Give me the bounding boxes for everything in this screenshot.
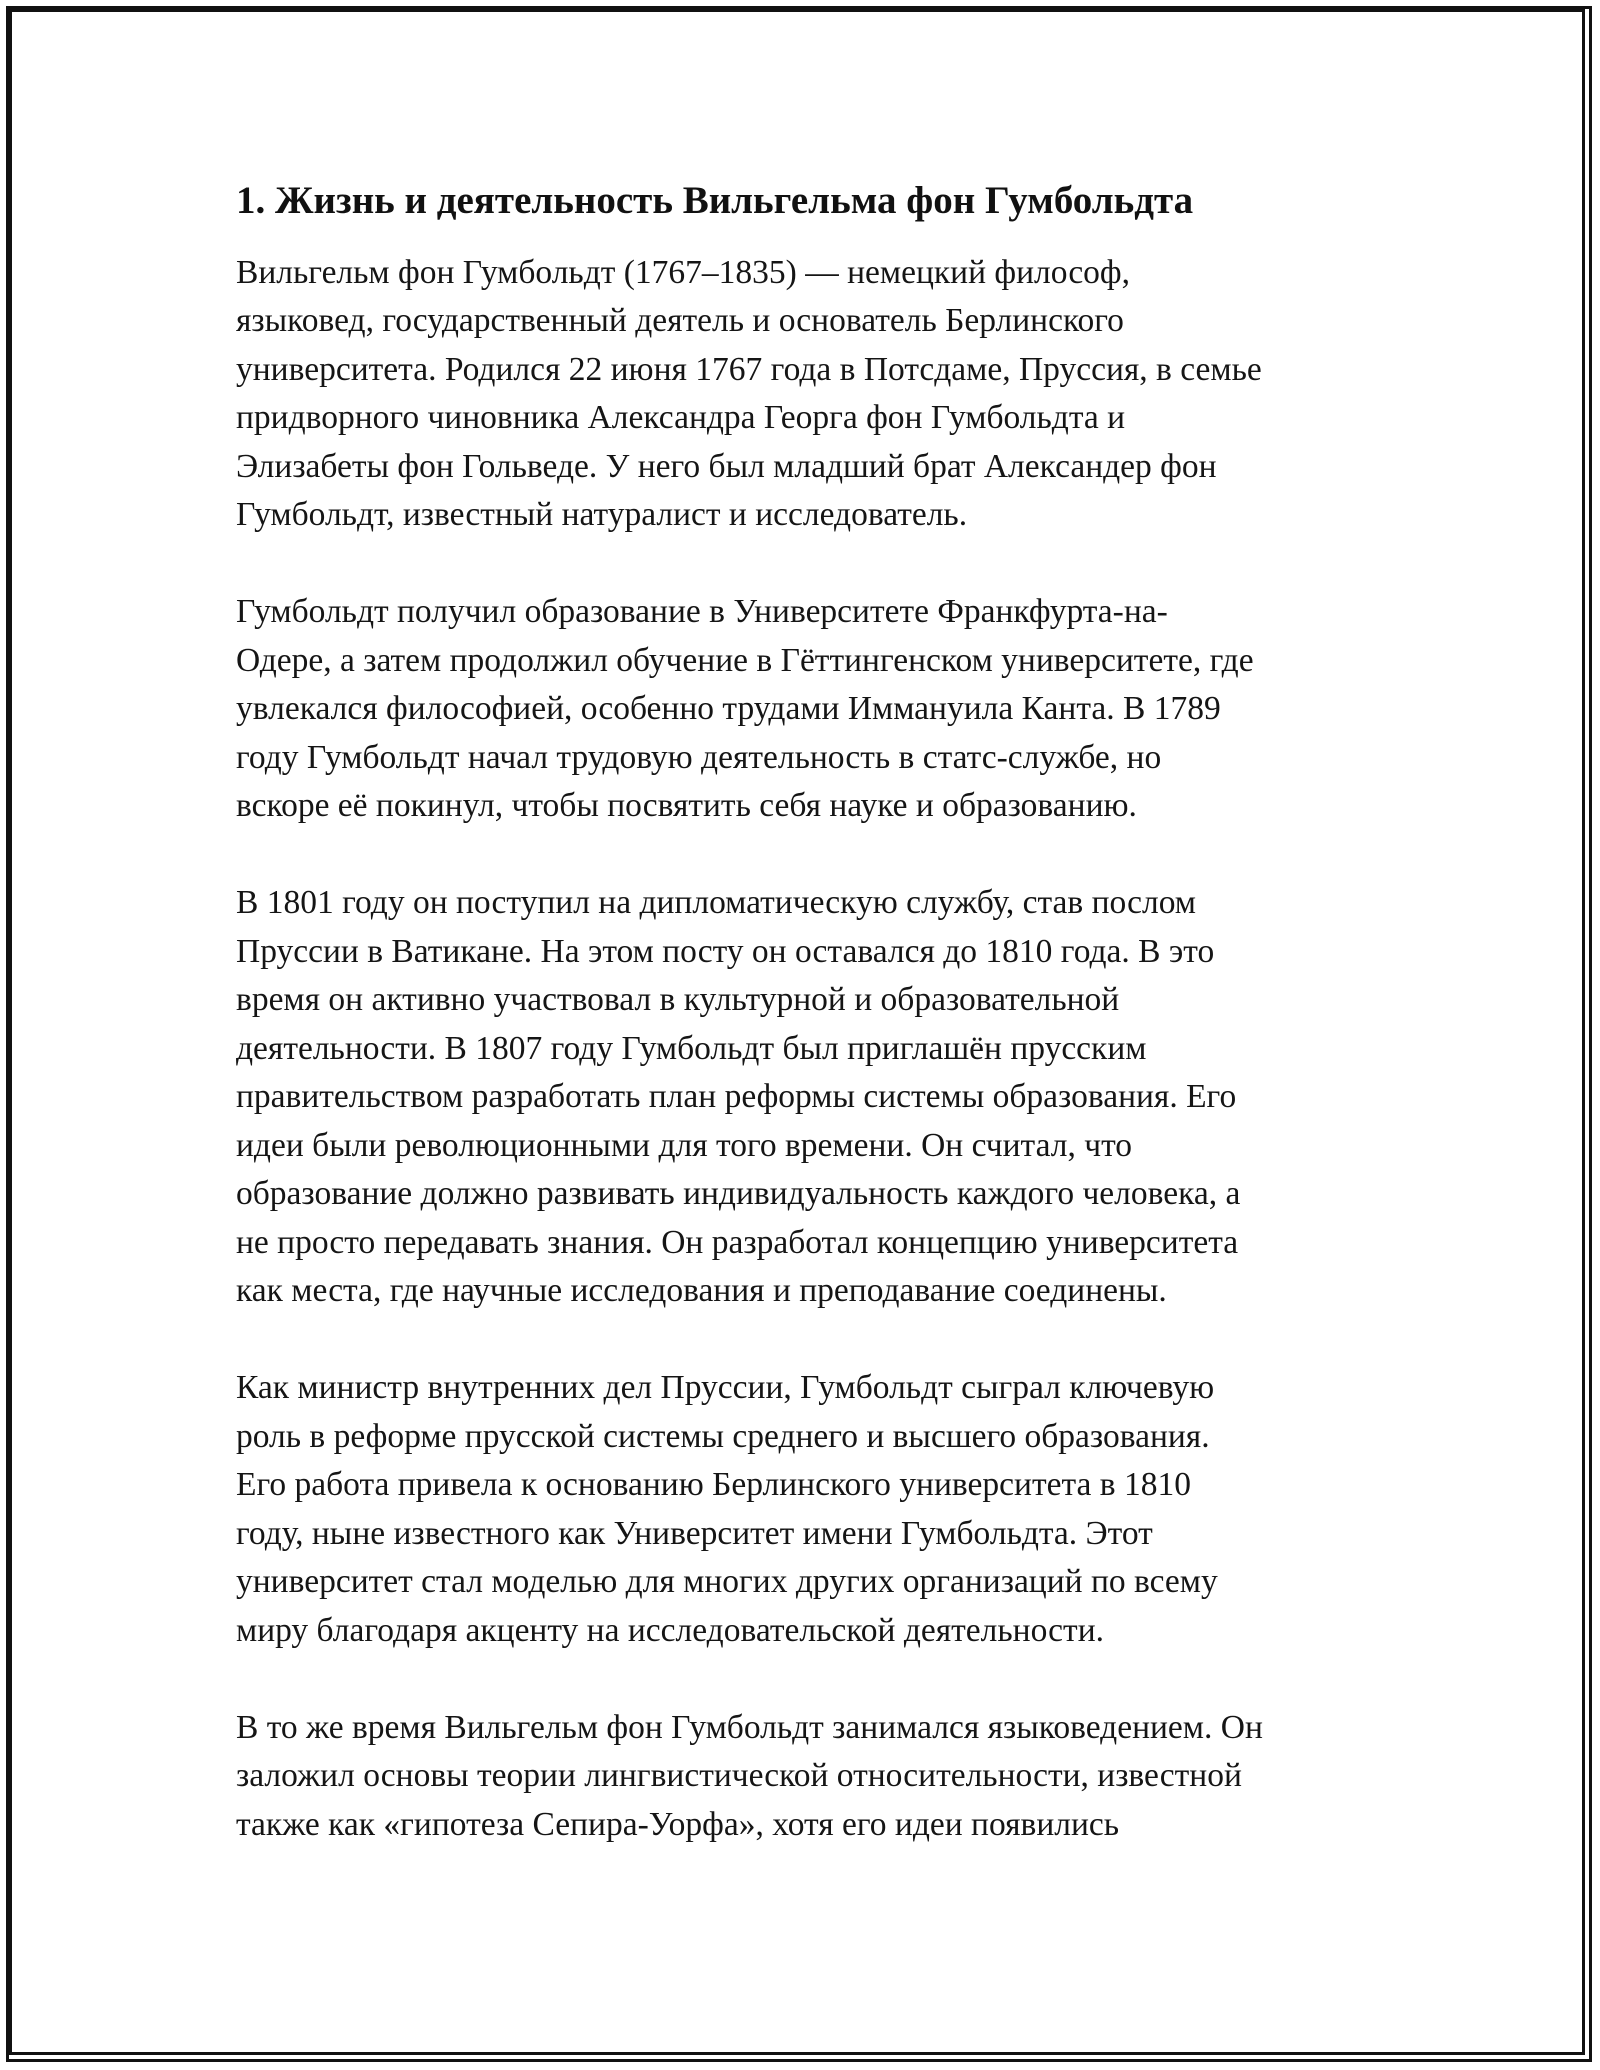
text-line: году Гумбольдт начал трудовую деятельность в статс-службе, но — [236, 738, 1162, 776]
text-line: не просто передавать знания. Он разработал концепцию университета — [236, 1223, 1239, 1261]
text-line: Пруссии в Ватикане. На этом посту он оставался до 1810 года. В это — [236, 932, 1215, 970]
text-line: языковед, государственный деятель и основатель Берлинского — [236, 302, 1124, 340]
text-line: Одере, а затем продолжил обучение в Гёттингенском университете, где — [236, 641, 1254, 679]
paragraph-diplomacy — [236, 879, 1386, 1316]
text-line: Вильгельм фон Гумбольдт (1767–1835) — немецкий философ, — [236, 253, 1131, 291]
text-line: роль в реформе прусской системы среднего и высшего образования. — [236, 1417, 1210, 1455]
text-line: Как министр внутренних дел Пруссии, Гумбольдт сыграл ключевую — [236, 1369, 1215, 1407]
text-line: идеи были революционными для того времени. Он считал, что — [236, 1126, 1133, 1164]
text-line: заложил основы теории лингвистической относительности, известной — [236, 1757, 1242, 1795]
text-line: правительством разработать план реформы системы образования. Его — [236, 1078, 1237, 1116]
text-line: увлекался философией, особенно трудами Иммануила Канта. В 1789 — [236, 690, 1221, 728]
text-line: деятельности. В 1807 году Гумбольдт был приглашён прусским — [236, 1029, 1147, 1067]
text-line: вскоре её покинул, чтобы посвятить себя науке и образованию. — [236, 787, 1137, 825]
text-line: время он активно участвовал в культурной и образовательной — [236, 981, 1120, 1019]
text-line: университета. Родился 22 июня 1767 года в Потсдаме, Пруссия, в семье — [236, 350, 1262, 388]
text-line: Гумбольдт получил образование в Университете Франкфурта-на- — [236, 593, 1168, 631]
paragraph-education — [236, 588, 1386, 831]
text-line: как места, где научные исследования и преподавание соединены. — [236, 1272, 1167, 1310]
paragraph-reform — [236, 1364, 1386, 1655]
text-line: университет стал моделью для многих других организаций по всему — [236, 1563, 1218, 1601]
text-line: году, ныне известного как Университет имени Гумбольдта. Этот — [236, 1514, 1153, 1552]
paragraph-linguistics — [236, 1704, 1386, 1850]
text-line: Гумбольдт, известный натуралист и исследователь. — [236, 496, 968, 534]
text-line: Элизабеты фон Гольведе. У него был младший брат Александер фон — [236, 447, 1217, 485]
document-page — [236, 178, 1386, 1898]
text-line: придворного чиновника Александра Георга фон Гумбольдта и — [236, 399, 1126, 437]
text-line: образование должно развивать индивидуальность каждого человека, а — [236, 1175, 1241, 1213]
text-line: В 1801 году он поступил на дипломатическую службу, став послом — [236, 884, 1197, 922]
paragraph-biography — [236, 249, 1386, 540]
text-line: В то же время Вильгельм фон Гумбольдт занимался языковедением. Он — [236, 1708, 1263, 1746]
text-line: Его работа привела к основанию Берлинского университета в 1810 — [236, 1466, 1191, 1504]
text-line: также как «гипотеза Сепира-Уорфа», хотя его идеи появились — [236, 1805, 1120, 1843]
text-line: миру благодаря акценту на исследовательской деятельности. — [236, 1611, 1104, 1649]
section-title: 1. Жизнь и деятельность Вильгельма фон Гумбольдта — [236, 179, 1194, 222]
